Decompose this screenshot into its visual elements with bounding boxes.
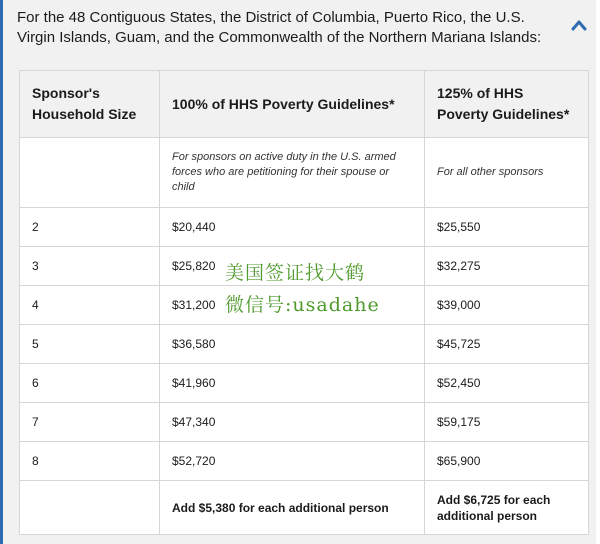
watermark-line-1: 美国签证找大鹤 [225, 262, 366, 284]
header-125-percent: 125% of HHS Poverty Guidelines* [425, 71, 589, 138]
table-row [20, 208, 589, 247]
cell-100-percent: $36,580 [160, 325, 425, 364]
watermark-line-2: 微信号:usadahe [225, 294, 380, 316]
cell-100-percent: $41,960 [160, 364, 425, 403]
poverty-guidelines-table [19, 70, 589, 535]
cell-100-percent: $31,200 [160, 286, 425, 325]
cell-household-size: 5 [20, 325, 160, 364]
header-household-size: Sponsor's Household Size [20, 71, 160, 138]
table-header-row [20, 71, 589, 138]
cell-125-percent: $32,275 [425, 247, 589, 286]
table-note-row [20, 138, 589, 208]
footer-cell-100: Add $5,380 for each additional person [160, 481, 425, 535]
note-cell-100: For sponsors on active duty in the U.S. armed forces who are petitioning for their spouse or child [160, 138, 425, 208]
cell-125-percent: $39,000 [425, 286, 589, 325]
table-row [20, 325, 589, 364]
header-100-percent: 100% of HHS Poverty Guidelines* [160, 71, 425, 138]
section-heading: For the 48 Contiguous States, the District of Columbia, Puerto Rico, the U.S. Virgin Islands, Guam, and the Commonwealth of the Northern Mariana Islands: [17, 9, 542, 46]
cell-household-size: 2 [20, 208, 160, 247]
cell-100-percent: $20,440 [160, 208, 425, 247]
cell-100-percent: $52,720 [160, 442, 425, 481]
cell-125-percent: $59,175 [425, 403, 589, 442]
table-row [20, 442, 589, 481]
cell-100-percent: $47,340 [160, 403, 425, 442]
cell-125-percent: $52,450 [425, 364, 589, 403]
cell-100-percent: $25,820 [160, 247, 425, 286]
table-row [20, 247, 589, 286]
cell-household-size: 6 [20, 364, 160, 403]
footer-cell-125: Add $6,725 for each additional person [425, 481, 589, 535]
cell-household-size: 7 [20, 403, 160, 442]
cell-household-size: 3 [20, 247, 160, 286]
cell-125-percent: $25,550 [425, 208, 589, 247]
table-row [20, 286, 589, 325]
note-cell-size [20, 138, 160, 208]
cell-household-size: 4 [20, 286, 160, 325]
table-footer-row [20, 481, 589, 535]
table-row [20, 403, 589, 442]
cell-125-percent: $65,900 [425, 442, 589, 481]
table-row [20, 364, 589, 403]
cell-household-size: 8 [20, 442, 160, 481]
note-cell-125: For all other sponsors [425, 138, 589, 208]
cell-125-percent: $45,725 [425, 325, 589, 364]
chevron-up-icon[interactable] [570, 18, 588, 32]
footer-cell-size [20, 481, 160, 535]
